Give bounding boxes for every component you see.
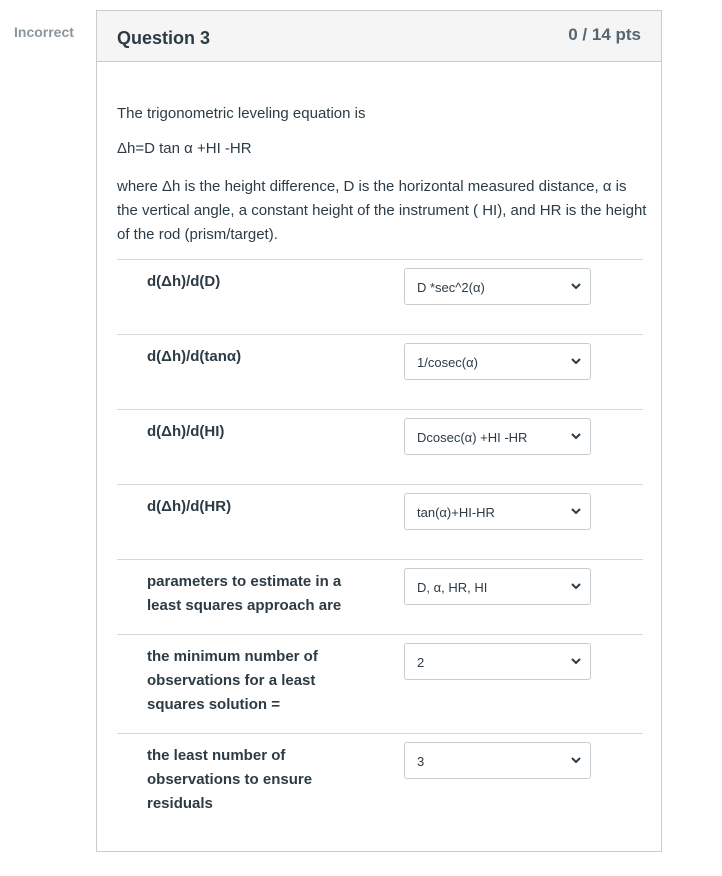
answer-select-value: 1/cosec(α) — [417, 355, 478, 370]
answer-status-label: Incorrect — [14, 24, 74, 40]
answer-select[interactable] — [404, 418, 591, 455]
answer-select-value: D *sec^2(α) — [417, 280, 485, 295]
match-row — [117, 334, 643, 410]
match-prompt: d(Δh)/d(HR) — [147, 498, 232, 515]
match-prompt: d(Δh)/d(HI) — [147, 423, 225, 440]
question-intro: The trigonometric leveling equation is — [117, 105, 366, 122]
question-points: 0 / 14 pts — [568, 25, 641, 44]
question-header — [97, 11, 661, 62]
match-prompt: d(Δh)/d(D) — [147, 273, 221, 290]
chevron-down-icon — [569, 579, 583, 593]
answer-select[interactable] — [404, 268, 591, 305]
match-row — [117, 733, 643, 834]
answer-select[interactable] — [404, 568, 591, 605]
match-prompt: the least number of observations to ensure residuals — [147, 747, 313, 812]
chevron-down-icon — [569, 279, 583, 293]
match-prompt: parameters to estimate in a least squares approach are — [147, 573, 342, 614]
match-prompt: the minimum number of observations for a least squares solution = — [147, 648, 318, 713]
match-row — [117, 409, 643, 485]
chevron-down-icon — [569, 654, 583, 668]
answer-select[interactable] — [404, 742, 591, 779]
match-row — [117, 634, 643, 734]
answer-select-value: D, α, HR, HI — [417, 580, 488, 595]
answer-select-value: 3 — [417, 754, 425, 769]
answer-select-value: 2 — [417, 655, 425, 670]
chevron-down-icon — [569, 753, 583, 767]
answer-select[interactable] — [404, 343, 591, 380]
question-description: where Δh is the height difference, D is the horizontal measured distance, α is the vertical angle, a constant height of the instrument ( HI), and HR is the height of the rod (prism/target). — [117, 178, 647, 243]
question-card — [96, 10, 662, 852]
match-row — [117, 259, 643, 335]
answer-select-value: Dcosec(α) +HI -HR — [417, 430, 528, 445]
chevron-down-icon — [569, 429, 583, 443]
answer-select[interactable] — [404, 643, 591, 680]
question-title: Question 3 — [117, 28, 211, 48]
match-row — [117, 484, 643, 560]
match-row — [117, 559, 643, 635]
chevron-down-icon — [569, 504, 583, 518]
chevron-down-icon — [569, 354, 583, 368]
match-prompt: d(Δh)/d(tanα) — [147, 348, 242, 365]
question-equation: Δh=D tan α +HI -HR — [117, 140, 252, 157]
answer-select[interactable] — [404, 493, 591, 530]
answer-select-value: tan(α)+HI-HR — [417, 505, 495, 520]
